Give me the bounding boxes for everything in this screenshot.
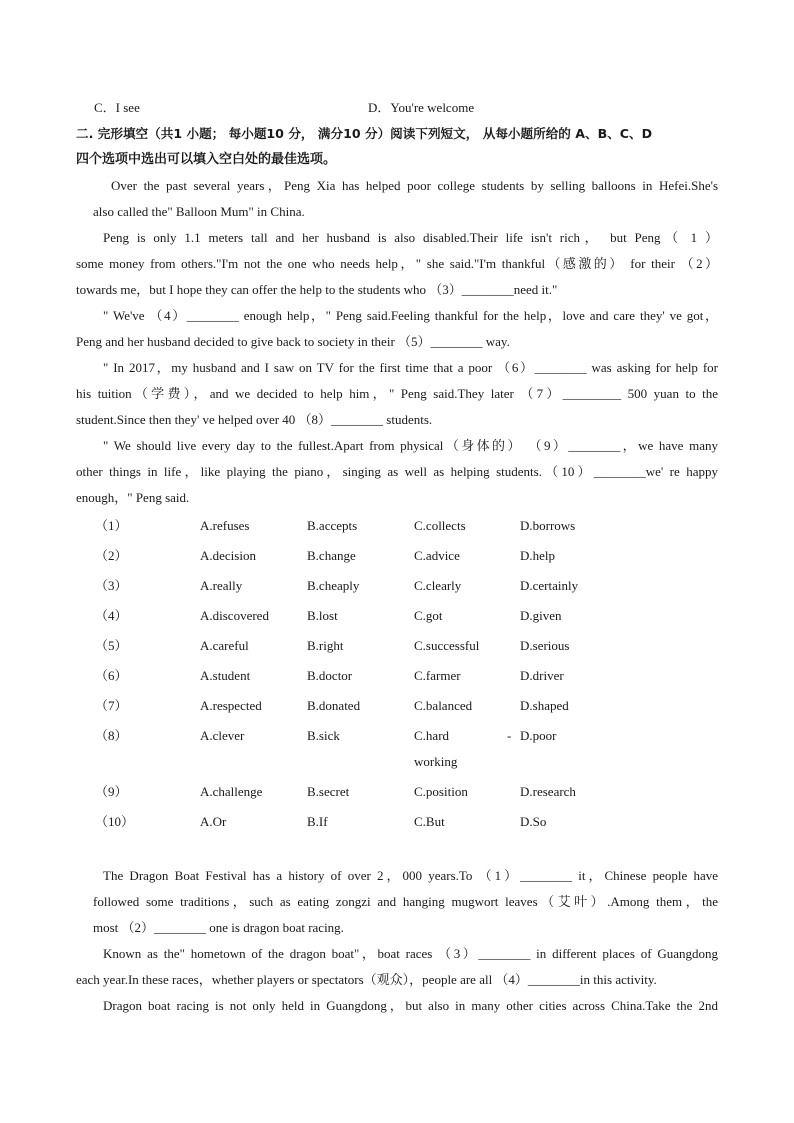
passage-line: other things in life，like playing the piano，singing as well as helping students.（10）________we' re happy — [76, 464, 718, 479]
option-d-prev: D．You're welcome — [368, 100, 475, 115]
option-b: B.sick — [307, 728, 340, 743]
option-c: C.got — [414, 608, 443, 623]
option-b: B.right — [307, 638, 344, 653]
option-c: C.But — [414, 814, 445, 829]
passage-line: The Dragon Boat Festival has a history of over 2，000 years.To （1）________ it，Chinese people have — [103, 868, 718, 883]
option-a: A.decision — [200, 548, 256, 563]
section-heading-cont: 四个选项中选出可以填入空白处的最佳选项。 — [76, 152, 337, 167]
passage-line: " We should live every day to the fullest.Apart from physical（身体的） （9）________，we have many — [103, 438, 718, 453]
question-number: （2） — [95, 548, 128, 563]
question-number: （6） — [95, 668, 128, 683]
passage-line: Peng and her husband decided to give back to society in their （5）________ way. — [76, 334, 510, 349]
passage-line: " We've （4）________ enough help，" Peng said.Feeling thankful for the help，love and care they' ve got， — [103, 308, 718, 323]
passage-line: Over the past several years，Peng Xia has helped poor college students by selling balloons in Hefei.She's — [111, 178, 718, 193]
option-a: A.clever — [200, 728, 245, 743]
passage-line: some money from others."I'm not the one who needs help，" she said."I'm thankful（感激的） for their （2） — [76, 256, 718, 271]
question-number: （4） — [95, 608, 128, 623]
option-d: D.given — [520, 608, 562, 623]
option-b: B.If — [307, 814, 328, 829]
option-a: A.really — [200, 578, 243, 593]
question-number: （8） — [95, 728, 128, 743]
option-a: A.challenge — [200, 784, 263, 799]
passage-line: each year.In these races，whether players or spectators（观众），people are all （4）________in this activity. — [76, 972, 657, 987]
option-b: B.donated — [307, 698, 361, 713]
question-number: （10） — [95, 814, 135, 829]
dash-mark: - — [507, 728, 512, 743]
option-c: C.successful — [414, 638, 480, 653]
passage-line: enough，" Peng said. — [76, 490, 190, 505]
question-number: （3） — [95, 578, 128, 593]
option-c: C.clearly — [414, 578, 462, 593]
option-b: B.accepts — [307, 518, 358, 533]
option-a: A.student — [200, 668, 251, 683]
option-a: A.Or — [200, 814, 227, 829]
option-c: C.position — [414, 784, 468, 799]
section-heading: 二. 完形填空（共1 小题； 每小题10 分， 满分10 分）阅读下列短文， 从每小题所给的 A、B、C、D — [76, 126, 653, 141]
option-b: B.secret — [307, 784, 350, 799]
passage-line: Peng is only 1.1 meters tall and her husband is also disabled.Their life isn't rich， but Peng（ 1 ） — [103, 230, 718, 245]
option-d: D.help — [520, 548, 556, 563]
option-b: B.doctor — [307, 668, 353, 683]
passage-line: student.Since then they' ve helped over 40 （8）________ students. — [76, 412, 433, 427]
option-d: D.borrows — [520, 518, 576, 533]
option-c: C.balanced — [414, 698, 473, 713]
option-c: C.farmer — [414, 668, 461, 683]
passage-line: Dragon boat racing is not only held in Guangdong，but also in many other cities across China.Take the 2nd — [103, 998, 718, 1013]
passage-line: Known as the" hometown of the dragon boat"，boat races （3）________ in different places of Guangdong — [103, 946, 718, 961]
question-number: （5） — [95, 638, 128, 653]
question-number: （7） — [95, 698, 128, 713]
option-d: D.serious — [520, 638, 570, 653]
passage-line: followed some traditions，such as eating zongzi and hanging mugwort leaves（艾叶）.Among them，the — [93, 894, 718, 909]
passage-line: most （2）________ one is dragon boat racing. — [93, 920, 344, 935]
option-c: C.advice — [414, 548, 460, 563]
option-d: D.research — [520, 784, 576, 799]
option-d: D.shaped — [520, 698, 569, 713]
option-b: B.cheaply — [307, 578, 360, 593]
passage-line: " In 2017，my husband and I saw on TV for the first time that a poor （6）________ was asking for help for — [103, 360, 718, 375]
option-d: D.certainly — [520, 578, 579, 593]
question-number: （1） — [95, 518, 128, 533]
option-d: D.poor — [520, 728, 557, 743]
option-a: A.careful — [200, 638, 249, 653]
option-a: A.discovered — [200, 608, 269, 623]
option-a: A.refuses — [200, 518, 250, 533]
option-c: C.hard working — [414, 728, 458, 769]
passage-line: his tuition（学费），and we decided to help him，" Peng said.They later （7）_________ 500 yuan to the — [76, 386, 718, 401]
option-d: D.So — [520, 814, 547, 829]
option-b: B.lost — [307, 608, 338, 623]
option-a: A.respected — [200, 698, 262, 713]
option-c-prev: C．I see — [94, 100, 140, 115]
passage-line: also called the" Balloon Mum" in China. — [93, 204, 305, 219]
question-number: （9） — [95, 784, 128, 799]
passage-line: towards me，but I hope they can offer the help to the students who （3）________need it." — [76, 282, 558, 297]
option-c: C.collects — [414, 518, 466, 533]
option-d: D.driver — [520, 668, 564, 683]
option-b: B.change — [307, 548, 356, 563]
